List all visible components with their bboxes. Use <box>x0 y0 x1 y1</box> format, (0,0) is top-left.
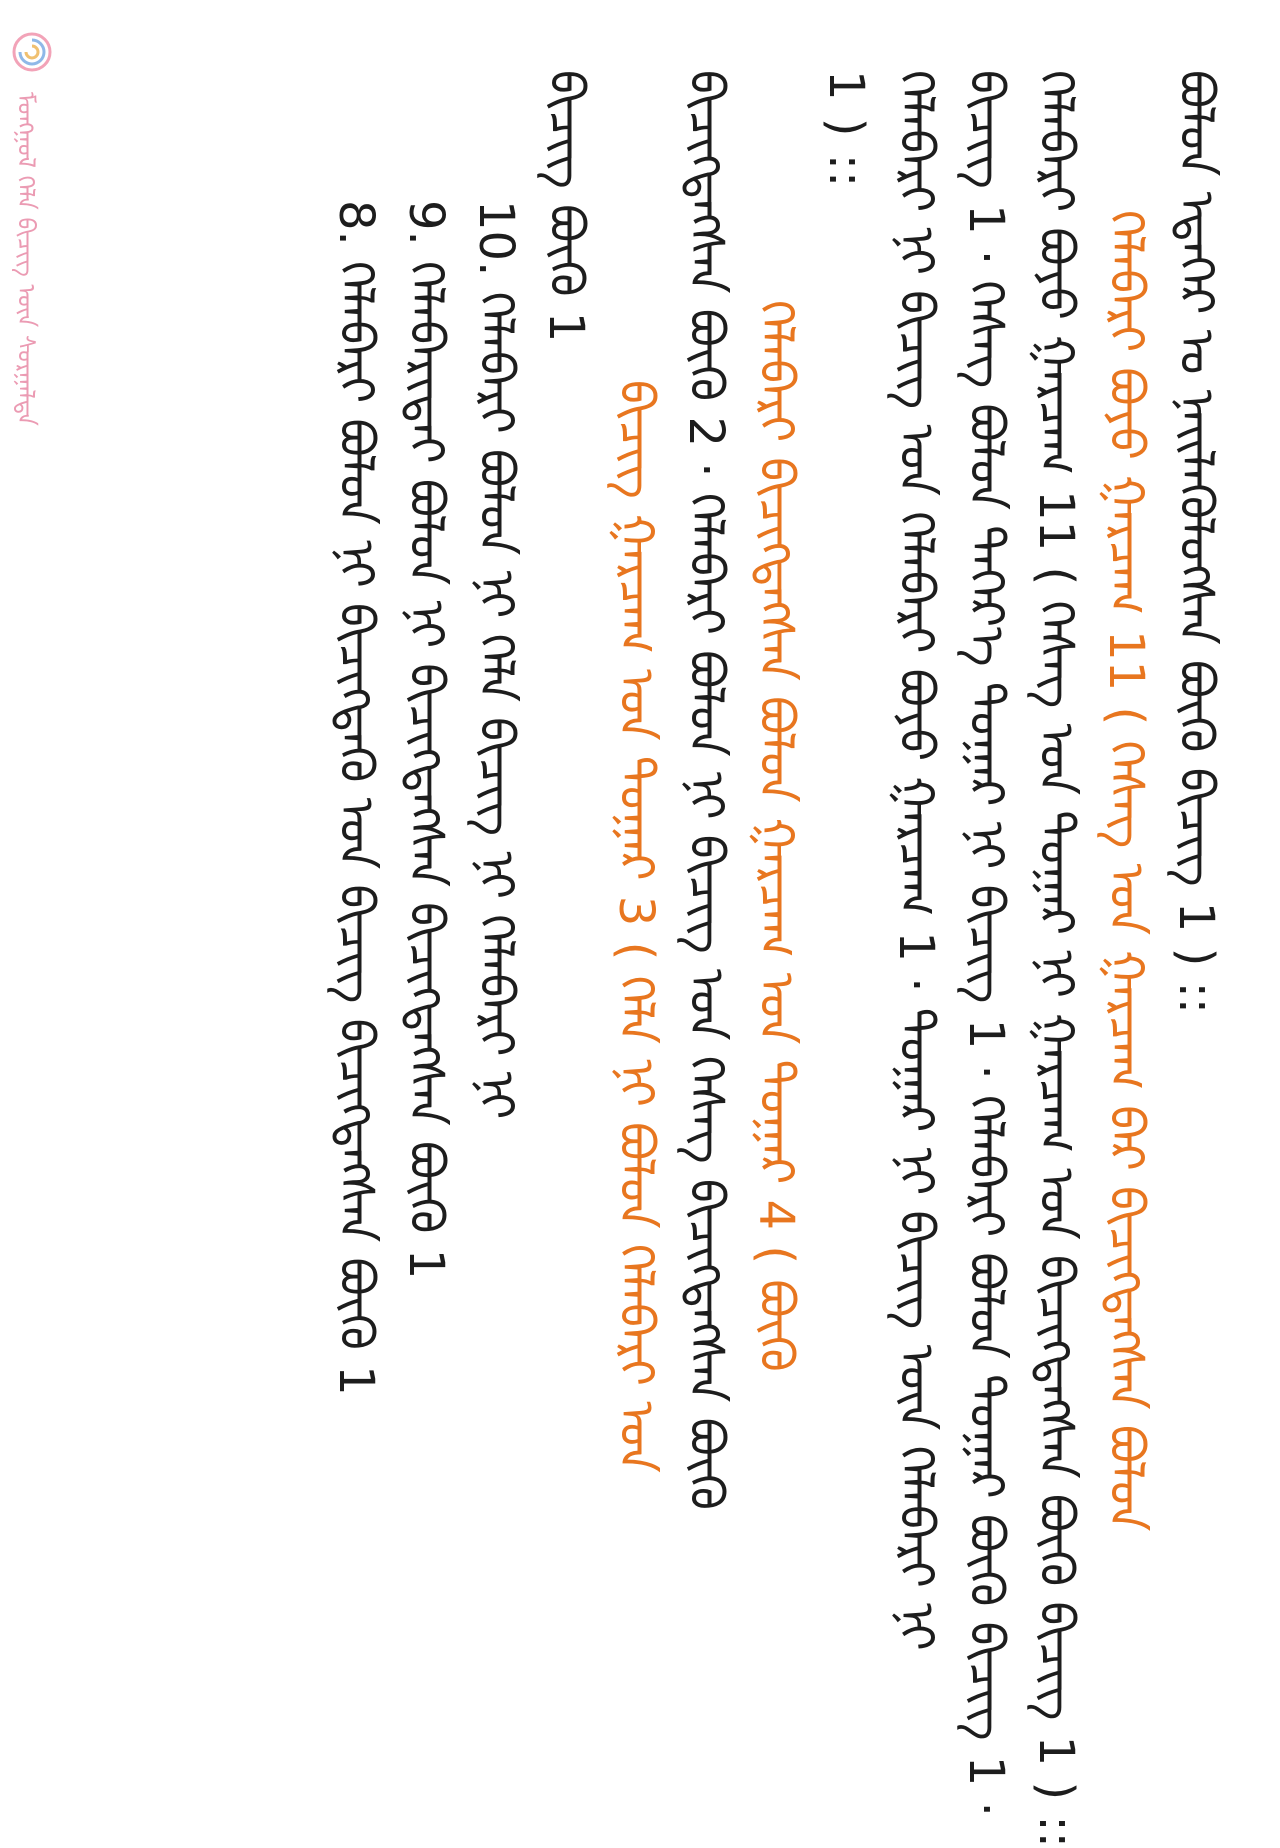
text-column-3: ᠬᠡᠯᠡᠪᠡᠷᠢ ᠪᠤᠶᠤ ᠭᠠᠷᠴᠠᠭ 11 ( ᠬᠡᠰᠡᠭ ᠤᠨ ᠳᠤᠭᠠᠷ ᠨᠢ ᠭᠠᠷᠴᠠᠭ ᠤᠨ ᠪᠢᠴᠢᠭᠳᠡᠭᠰᠡᠨ ᠪᠦᠬᠦ ᠪᠢᠴᠢᠭ 1 ) :: <box>1028 70 1084 1848</box>
text-column-7: ᠬᠡᠯᠡᠪᠡᠷᠢ ᠪᠢᠴᠢᠭᠳᠡᠭᠰᠡᠨ ᠪᠤᠯᠤᠨ ᠭᠠᠷᠴᠠᠭ ᠤᠨ ᠳᠤᠭᠠᠷ 4 ( ᠪᠦᠬᠦ <box>748 300 804 1372</box>
text-column-6: 1 ) :: <box>818 70 874 189</box>
text-column-5: ᠬᠡᠯᠡᠪᠡᠷᠢ ᠨᠢ ᠪᠢᠴᠢᠭ ᠤᠨ ᠬᠡᠯᠡᠪᠡᠷᠢ ᠪᠤᠶᠤ ᠭᠠᠷᠴᠠᠭ 1 · ᠳᠤᠭᠠᠷ ᠨᠢ ᠪᠢᠴᠢᠭ ᠦᠨ ᠬᠡᠯᠡᠪᠡᠷᠢ ᠨᠢ <box>888 70 944 1651</box>
text-column-10: ᠪᠢᠴᠢᠭ ᠪᠦᠬᠦ 1 <box>538 70 594 343</box>
text-column-8: ᠪᠢᠴᠢᠭᠳᠡᠭᠰᠡᠨ ᠪᠦᠬᠦ 2 · ᠬᠡᠯᠡᠪᠡᠷᠢ ᠪᠤᠯᠤᠨ ᠨᠢ ᠪᠢᠴᠢᠭ ᠤᠨ ᠬᠡᠰᠡᠭ ᠪᠢᠴᠢᠭᠳᠡᠭᠰᠡᠨ ᠪᠦᠬᠦ <box>678 70 734 1511</box>
watermark <box>0 0 72 540</box>
swirl-logo-icon <box>12 32 52 72</box>
text-column-9: ᠪᠢᠴᠢᠭ ᠭᠠᠷᠴᠠᠭ ᠤᠨ ᠳᠤᠭᠠᠷ 3 ( ᠬᠡᠯᠡ ᠨᠢ ᠪᠤᠯᠤᠨ ᠬᠡᠯᠡᠪᠡᠷᠢ ᠤᠨ <box>608 380 664 1473</box>
text-column-13: 8. ᠬᠡᠯᠡᠪᠡᠷᠢ ᠪᠤᠯᠤᠨ ᠨᠢ ᠪᠢᠴᠢᠭᠳᠡᠬᠦ ᠤᠨ ᠪᠢᠴᠢᠭ ᠪᠢᠴᠢᠭᠳᠡᠭᠰᠡᠨ ᠪᠦᠬᠦ 1 <box>328 200 384 1396</box>
text-column-11: 10. ᠬᠡᠯᠡᠪᠡᠷᠢ ᠪᠤᠯᠤᠨ ᠨᠢ ᠬᠡᠯᠡ ᠪᠢᠴᠢᠭ ᠨᠢ ᠬᠡᠯᠡᠪᠡᠷᠢ ᠨᠢ <box>468 200 524 1120</box>
text-column-2: ᠬᠡᠯᠡᠪᠡᠷᠢ ᠪᠤᠶᠤ ᠭᠠᠷᠴᠠᠭ 11 ( ᠬᠡᠰᠡᠭ ᠤᠨ ᠭᠠᠷᠴᠠᠭ ᠪᠠᠷ ᠪᠢᠴᠢᠭᠳᠡᠭᠰᠡᠨ ᠪᠤᠯᠤᠨ <box>1098 210 1154 1532</box>
text-column-1: ᠪᠤᠯᠤᠨ ᠡᠳᠡᠭᠡᠷ ᠤ ᠨᠡᠢᠯᠡᠭᠦᠯᠦᠭᠰᠡᠨ ᠪᠦᠬᠦ ᠪᠢᠴᠢᠭ 1 ) :: <box>1168 70 1224 1014</box>
text-column-12: 9. ᠬᠡᠯᠡᠪᠡᠷᠢᠲᠡᠢ ᠪᠤᠯᠤᠨ ᠨᠢ ᠪᠢᠴᠢᠭᠳᠡᠭᠰᠡᠨ ᠪᠢᠴᠢᠭᠳᠡᠭᠰᠡᠨ ᠪᠦᠬᠦ 1 <box>398 200 454 1280</box>
text-column-4: ᠪᠢᠴᠢᠭ 1 · ᠬᠡᠰᠡᠭ ᠪᠤᠯᠤᠨ ᠳᠡᠭᠡᠷ᠎ᠡ ᠳᠤᠭᠠᠷ ᠨᠢ ᠪᠢᠴᠢᠭ 1 · ᠬᠡᠯᠡᠪᠡᠷᠢ ᠪᠤᠯᠤᠨ ᠳᠤᠭᠠᠷ ᠪᠦᠬᠦ ᠪᠢᠴᠢᠭ 1 · <box>958 70 1014 1817</box>
watermark-text: ᠮᠣᠩᠭᠣᠯ ᠬᠡᠯᠡ ᠪᠢᠴᠢᠭ ᠦᠨ ᠰᠤᠷᠭᠠᠯᠲᠠ <box>12 92 40 426</box>
